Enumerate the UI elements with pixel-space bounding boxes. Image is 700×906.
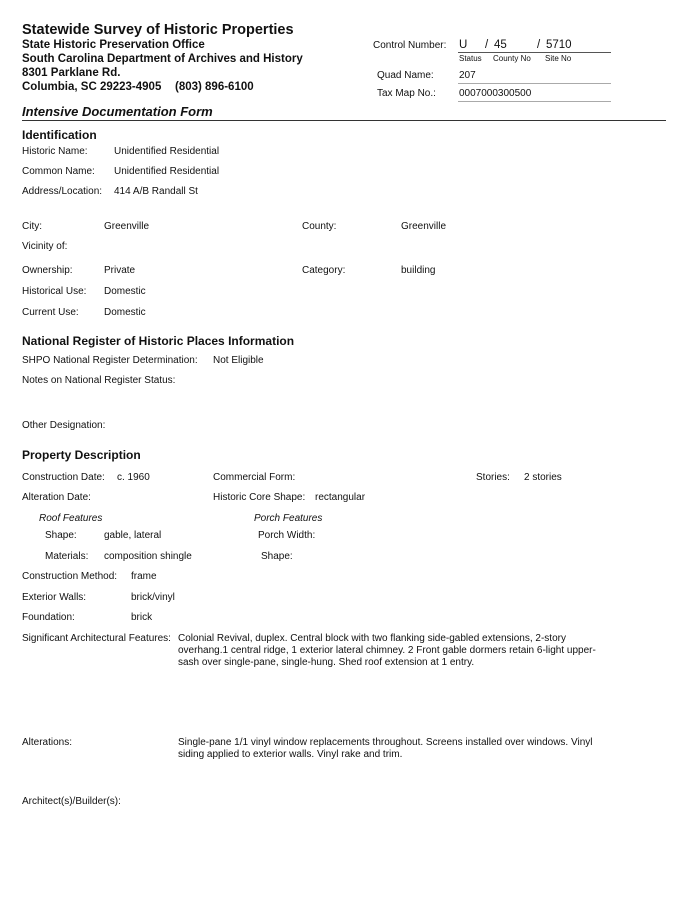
address-label: Address/Location: xyxy=(22,186,103,197)
city-value: Greenville xyxy=(104,221,150,232)
vicinity-label: Vicinity of: xyxy=(22,241,68,252)
department-name: South Carolina Department of Archives and History xyxy=(22,53,303,65)
tax-map-label: Tax Map No.: xyxy=(377,88,436,99)
control-status-value: U xyxy=(459,39,468,51)
stories-value: 2 stories xyxy=(524,472,562,483)
historical-use-label: Historical Use: xyxy=(22,286,87,297)
construction-date-label: Construction Date: xyxy=(22,472,105,483)
porch-shape-label: Shape: xyxy=(261,551,293,562)
nr-determination-value: Not Eligible xyxy=(213,355,264,366)
roof-shape-label: Shape: xyxy=(45,530,77,541)
roof-features-label: Roof Features xyxy=(39,513,103,524)
other-designation-label: Other Designation: xyxy=(22,420,106,431)
roof-materials-label: Materials: xyxy=(45,551,89,562)
tax-map-underline xyxy=(458,101,611,102)
property-description-heading: Property Description xyxy=(22,448,141,462)
phone-number: (803) 896-6100 xyxy=(175,81,254,93)
alterations-label: Alterations: xyxy=(22,737,73,748)
commercial-form-label: Commercial Form: xyxy=(213,472,296,483)
alterations-value: Single-pane 1/1 vinyl window replacements throughout. Screens installed over windows. Vinyl siding applied to exterior walls. Vinyl rake and trim. xyxy=(178,737,593,760)
category-label: Category: xyxy=(302,265,346,276)
significant-features-value: Colonial Revival, duplex. Central block with two flanking side-gabled extensions, 2-story overhang.1 central ridge, 1 exterior lateral chimney. 2 Front gable dormers retain 6-light upper-sash over single-pane, single-hung. Shed roof extension at 1 entry. xyxy=(178,633,596,668)
county-label: County: xyxy=(302,221,337,232)
quad-name-label: Quad Name: xyxy=(377,70,434,81)
category-value: building xyxy=(401,265,436,276)
current-use-label: Current Use: xyxy=(22,307,79,318)
office-name: State Historic Preservation Office xyxy=(22,39,205,51)
control-sep-1: / xyxy=(485,39,489,51)
foundation-label: Foundation: xyxy=(22,612,75,623)
porch-width-label: Porch Width: xyxy=(258,530,316,541)
porch-features-label: Porch Features xyxy=(254,513,323,524)
common-name-label: Common Name: xyxy=(22,166,95,177)
roof-shape-value: gable, lateral xyxy=(104,530,162,541)
stories-label: Stories: xyxy=(476,472,510,483)
significant-features-label: Significant Architectural Features: xyxy=(22,633,171,644)
site-no-sublabel: Site No xyxy=(545,54,572,63)
form-title-rule xyxy=(22,120,666,121)
historical-use-value: Domestic xyxy=(104,286,146,297)
identification-heading: Identification xyxy=(22,128,97,142)
common-name-value: Unidentified Residential xyxy=(114,166,220,177)
quad-name-underline xyxy=(458,83,611,84)
ownership-value: Private xyxy=(104,265,136,276)
tax-map-value: 0007000300500 xyxy=(459,88,532,99)
historic-name-value: Unidentified Residential xyxy=(114,146,220,157)
nr-notes-label: Notes on National Register Status: xyxy=(22,375,176,386)
city-zip: Columbia, SC 29223-4905 xyxy=(22,81,162,93)
alteration-date-label: Alteration Date: xyxy=(22,492,91,503)
construction-date-value: c. 1960 xyxy=(117,472,150,483)
control-site-value: 5710 xyxy=(546,39,572,51)
architect-builder-label: Architect(s)/Builder(s): xyxy=(22,796,121,807)
nr-determination-label: SHPO National Register Determination: xyxy=(22,355,198,366)
street-address: 8301 Parklane Rd. xyxy=(22,67,121,79)
county-value: Greenville xyxy=(401,221,447,232)
current-use-value: Domestic xyxy=(104,307,146,318)
status-sublabel: Status xyxy=(459,54,482,63)
form-title: Intensive Documentation Form xyxy=(22,104,213,119)
core-shape-label: Historic Core Shape: xyxy=(213,492,306,503)
exterior-walls-value: brick/vinyl xyxy=(131,592,175,603)
survey-title: Statewide Survey of Historic Properties xyxy=(22,22,294,38)
construction-method-label: Construction Method: xyxy=(22,571,118,582)
roof-materials-value: composition shingle xyxy=(104,551,192,562)
control-sep-2: / xyxy=(537,39,541,51)
address-value: 414 A/B Randall St xyxy=(114,186,198,197)
county-no-sublabel: County No xyxy=(493,54,531,63)
exterior-walls-label: Exterior Walls: xyxy=(22,592,87,603)
ownership-label: Ownership: xyxy=(22,265,73,276)
foundation-value: brick xyxy=(131,612,153,623)
construction-method-value: frame xyxy=(131,571,157,582)
historic-name-label: Historic Name: xyxy=(22,146,88,157)
core-shape-value: rectangular xyxy=(315,492,366,503)
city-label: City: xyxy=(22,221,42,232)
control-number-underline xyxy=(458,52,611,53)
control-number-label: Control Number: xyxy=(373,40,447,51)
control-county-value: 45 xyxy=(494,39,507,51)
national-register-heading: National Register of Historic Places Information xyxy=(22,334,295,348)
quad-name-value: 207 xyxy=(459,70,476,81)
